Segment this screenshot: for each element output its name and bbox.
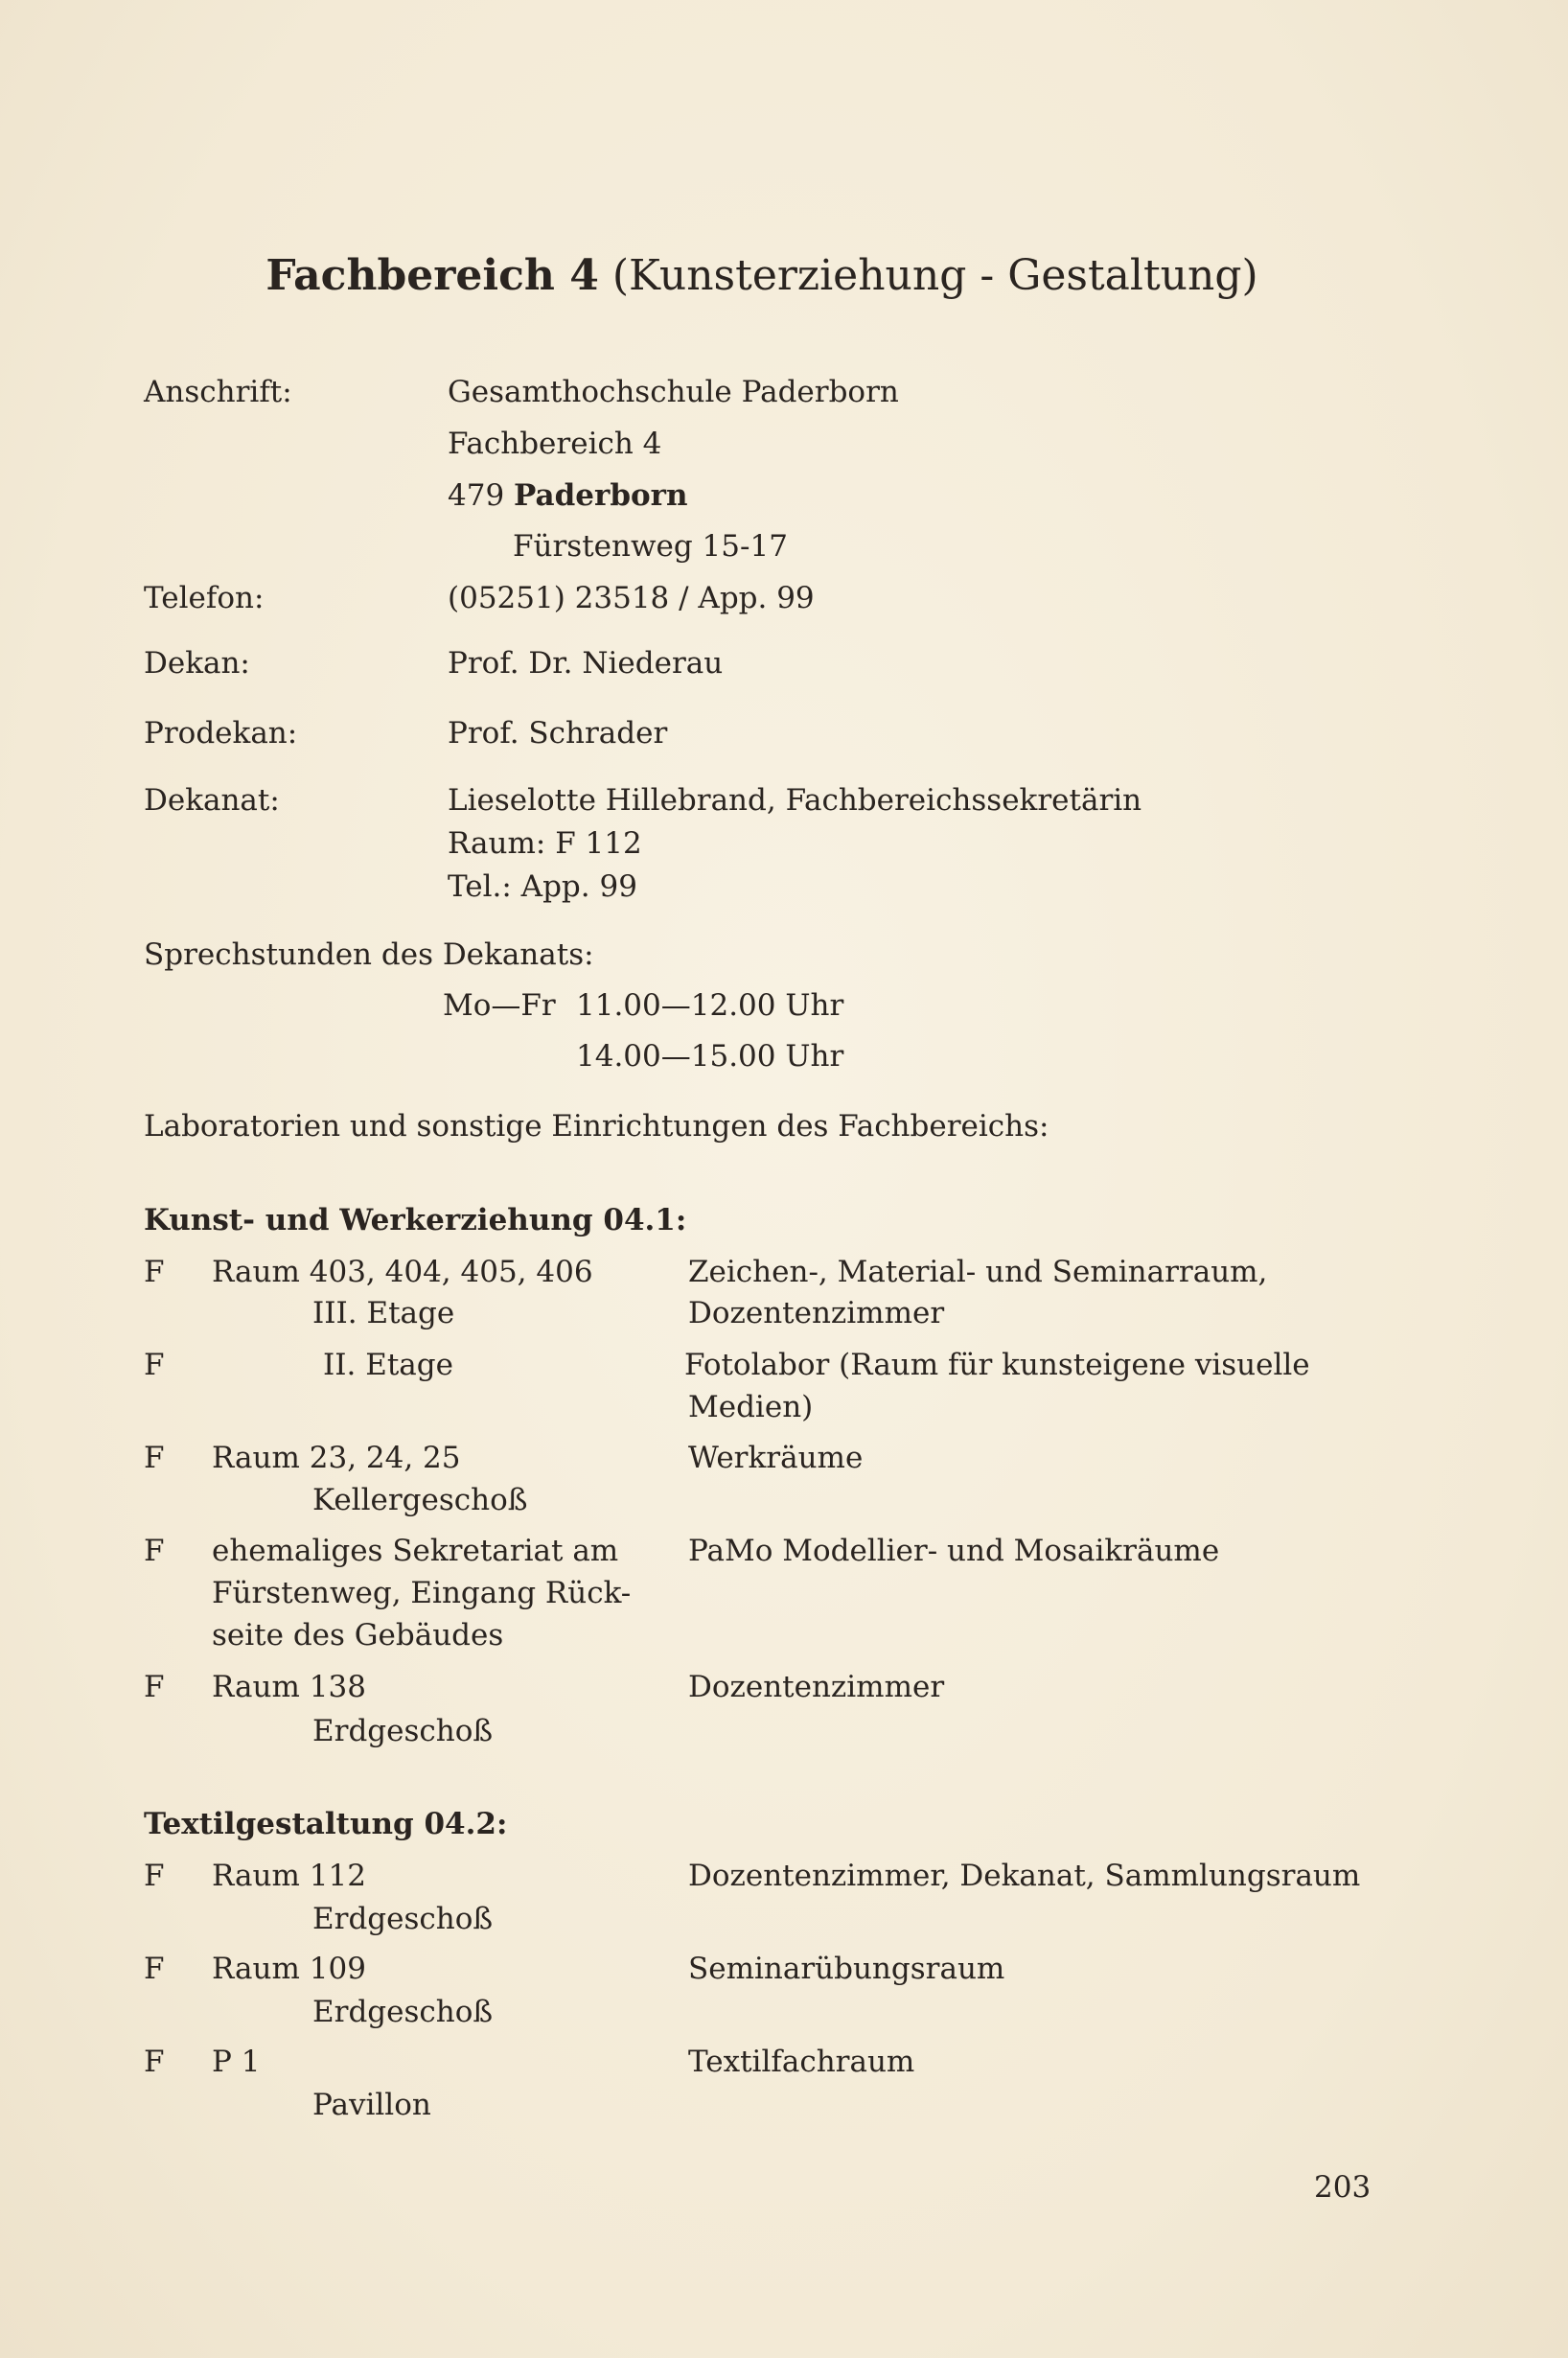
anschrift-label: Anschrift: xyxy=(144,375,292,409)
s1-row2-use2: Medien) xyxy=(688,1390,814,1424)
s1-row4-loc3: seite des Gebäudes xyxy=(212,1618,504,1653)
s2-row1-loc2: Erdgeschoß xyxy=(312,1902,494,1936)
anschrift-line4: Fürstenweg 15-17 xyxy=(513,529,788,564)
sprechstunden-time1: 11.00—12.00 Uhr xyxy=(576,988,844,1023)
s1-row1-loc1: Raum 403, 404, 405, 406 xyxy=(212,1255,593,1289)
anschrift-city: Paderborn xyxy=(514,478,688,513)
page-title-sub: (Kunsterziehung - Gestaltung) xyxy=(598,251,1258,300)
dekanat-line2: Raum: F 112 xyxy=(448,826,642,861)
s2-row1-use1: Dozentenzimmer, Dekanat, Sammlungsraum xyxy=(688,1859,1361,1893)
s1-row4-f: F xyxy=(144,1534,165,1568)
s1-row5-use1: Dozentenzimmer xyxy=(688,1670,945,1704)
s1-row3-use1: Werkräume xyxy=(688,1441,864,1475)
dekan-value: Prof. Dr. Niederau xyxy=(448,646,724,681)
anschrift-line2: Fachbereich 4 xyxy=(448,427,662,461)
s2-row1-f: F xyxy=(144,1859,165,1893)
s2-row2-use1: Seminarübungsraum xyxy=(688,1952,1005,1986)
s1-row5-f: F xyxy=(144,1670,165,1704)
s2-row2-f: F xyxy=(144,1952,165,1986)
s2-row3-loc1: P 1 xyxy=(212,2045,261,2079)
section1-heading: Kunst- und Werkerziehung 04.1: xyxy=(144,1203,687,1237)
section2-heading: Textilgestaltung 04.2: xyxy=(144,1807,508,1841)
page-number: 203 xyxy=(1314,2170,1372,2205)
s1-row5-loc2: Erdgeschoß xyxy=(312,1714,494,1748)
prodekan-value: Prof. Schrader xyxy=(448,716,668,751)
prodekan-label: Prodekan: xyxy=(144,716,298,751)
s1-row4-use1: PaMo Modellier- und Mosaikräume xyxy=(688,1534,1220,1568)
dekan-label: Dekan: xyxy=(144,646,250,681)
page-title xyxy=(0,251,1524,300)
telefon-label: Telefon: xyxy=(144,581,265,615)
anschrift-line3 xyxy=(448,476,688,515)
s2-row2-loc1: Raum 109 xyxy=(212,1952,366,1986)
s1-row3-loc1: Raum 23, 24, 25 xyxy=(212,1441,461,1475)
dekanat-label: Dekanat: xyxy=(144,783,280,818)
s1-row2-f: F xyxy=(144,1348,165,1382)
page-title-main: Fachbereich 4 xyxy=(265,251,599,300)
labs-heading: Laboratorien und sonstige Einrichtungen des Fachbereichs: xyxy=(144,1109,1049,1144)
s1-row4-loc1: ehemaliges Sekretariat am xyxy=(212,1534,619,1568)
s2-row3-use1: Textilfachraum xyxy=(688,2045,915,2079)
sprechstunden-days: Mo—Fr xyxy=(443,988,556,1023)
anschrift-line1: Gesamthochschule Paderborn xyxy=(448,375,899,409)
s1-row1-f: F xyxy=(144,1255,165,1289)
s1-row3-f: F xyxy=(144,1441,165,1475)
s1-row1-use2: Dozentenzimmer xyxy=(688,1296,945,1330)
s1-row5-loc1: Raum 138 xyxy=(212,1670,366,1704)
telefon-value: (05251) 23518 / App. 99 xyxy=(448,581,815,615)
s1-row1-loc2: III. Etage xyxy=(312,1296,455,1330)
dekanat-line1: Lieselotte Hillebrand, Fachbereichssekretärin xyxy=(448,783,1142,818)
s2-row3-f: F xyxy=(144,2045,165,2079)
s1-row2-loc1: II. Etage xyxy=(323,1348,453,1382)
s1-row2-use1: Fotolabor (Raum für kunsteigene visuelle xyxy=(684,1348,1310,1382)
anschrift-plz: 479 xyxy=(448,478,505,513)
s2-row1-loc1: Raum 112 xyxy=(212,1859,366,1893)
dekanat-line3: Tel.: App. 99 xyxy=(448,869,637,904)
s1-row4-loc2: Fürstenweg, Eingang Rück- xyxy=(212,1576,632,1610)
sprechstunden-label: Sprechstunden des Dekanats: xyxy=(144,937,594,972)
s1-row3-loc2: Kellergeschoß xyxy=(312,1483,528,1517)
s2-row3-loc2: Pavillon xyxy=(312,2088,431,2122)
sprechstunden-time2: 14.00—15.00 Uhr xyxy=(576,1039,844,1074)
s2-row2-loc2: Erdgeschoß xyxy=(312,1995,494,2029)
s1-row1-use1: Zeichen-, Material- und Seminarraum, xyxy=(688,1255,1268,1289)
